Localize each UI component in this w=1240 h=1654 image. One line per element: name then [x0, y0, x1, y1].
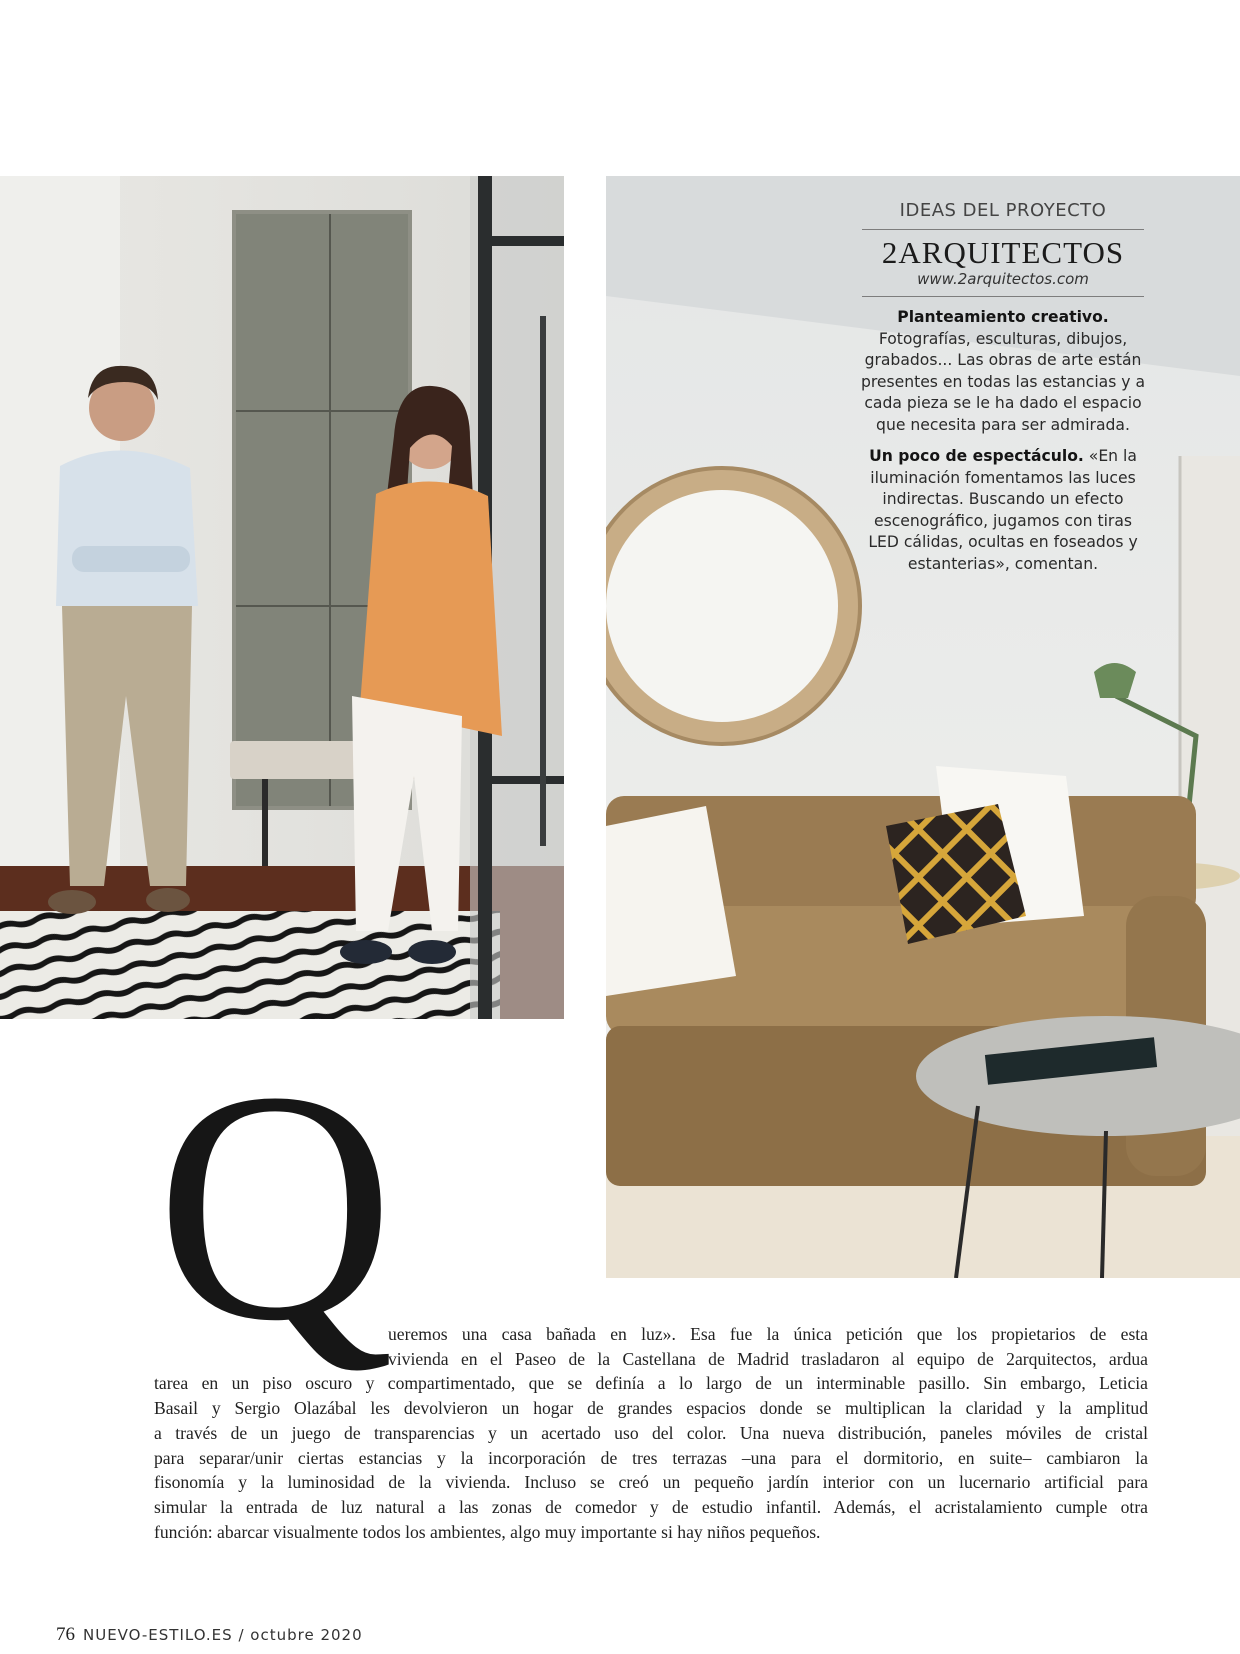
sidebar-paragraph-creative: [858, 307, 1148, 436]
article-line: tarea en un piso oscuro y compartimentado, que se definía a lo largo de un interminable pasillo. Sin embargo, Leticia: [154, 1373, 1148, 1394]
article-line: ueremos una casa bañada en luz». Esa fue la única petición que los propietarios de esta: [388, 1324, 1148, 1344]
sidebar-paragraph-creative-text: Fotografías, esculturas, dibujos, grabados... Las obras de arte están presentes en todas las estancias y a cada pieza se le ha dado el espacio que necesita para ser admirada.: [860, 329, 1146, 434]
sidebar-paragraph-creative-title: Planteamiento creativo.: [897, 308, 1109, 326]
drop-cap: Q: [156, 1024, 395, 1389]
folio-text: NUEVO-ESTILO.ES / octubre 2020: [83, 1626, 363, 1644]
studio-name: 2ARQUITECTOS: [881, 235, 1125, 270]
article-body: [154, 1322, 1148, 1544]
page-folio: [56, 1624, 363, 1646]
sidebar-paragraph-show-title: Un poco de espectáculo.: [869, 447, 1084, 465]
article-line: Basail y Sergio Olazábal les devolvieron un hogar de grandes espacios donde se multiplican la claridad y la amplitud: [154, 1398, 1148, 1419]
studio-website: www.2arquitectos.com: [917, 270, 1089, 288]
sidebar-top-rule: [862, 229, 1144, 230]
article-line: para separar/unir ciertas estancias y la incorporación de tres terrazas –una para el dormitorio, en suite– cambiaron la: [154, 1447, 1148, 1468]
article-line: fisonomía y la luminosidad de la vivienda. Incluso se creó un pequeño jardín interior con un lucernario artificial para: [154, 1472, 1148, 1493]
sidebar-kicker: IDEAS DEL PROYECTO: [899, 200, 1107, 221]
sidebar-paragraph-show: [858, 446, 1148, 575]
project-ideas-sidebar: [858, 200, 1148, 575]
article-line: vivienda en el Paseo de la Castellana de Madrid trasladaron al equipo de 2arquitectos, ardua: [388, 1348, 1148, 1369]
page-number: 76: [56, 1624, 75, 1645]
architects-portrait-photo: [0, 176, 564, 1019]
sidebar-bottom-rule: [862, 296, 1144, 297]
article-line: simular la entrada de luz natural a las zonas de comedor y de estudio infantil. Además, el acristalamiento cumple otra: [154, 1496, 1148, 1517]
sidebar-paragraph-show-text: «En la iluminación fomentamos las luces indirectas. Buscando un efecto escenográfico, jugamos con tiras LED cálidas, ocultas en foseados y estanterias», comentan.: [868, 447, 1138, 573]
article-line: a través de un juego de transparencias y un acertado uso del color. Una nueva distribución, paneles móviles de cristal: [154, 1422, 1148, 1443]
article-line: función: abarcar visualmente todos los ambientes, algo muy importante si hay niños pequeños.: [154, 1521, 821, 1542]
